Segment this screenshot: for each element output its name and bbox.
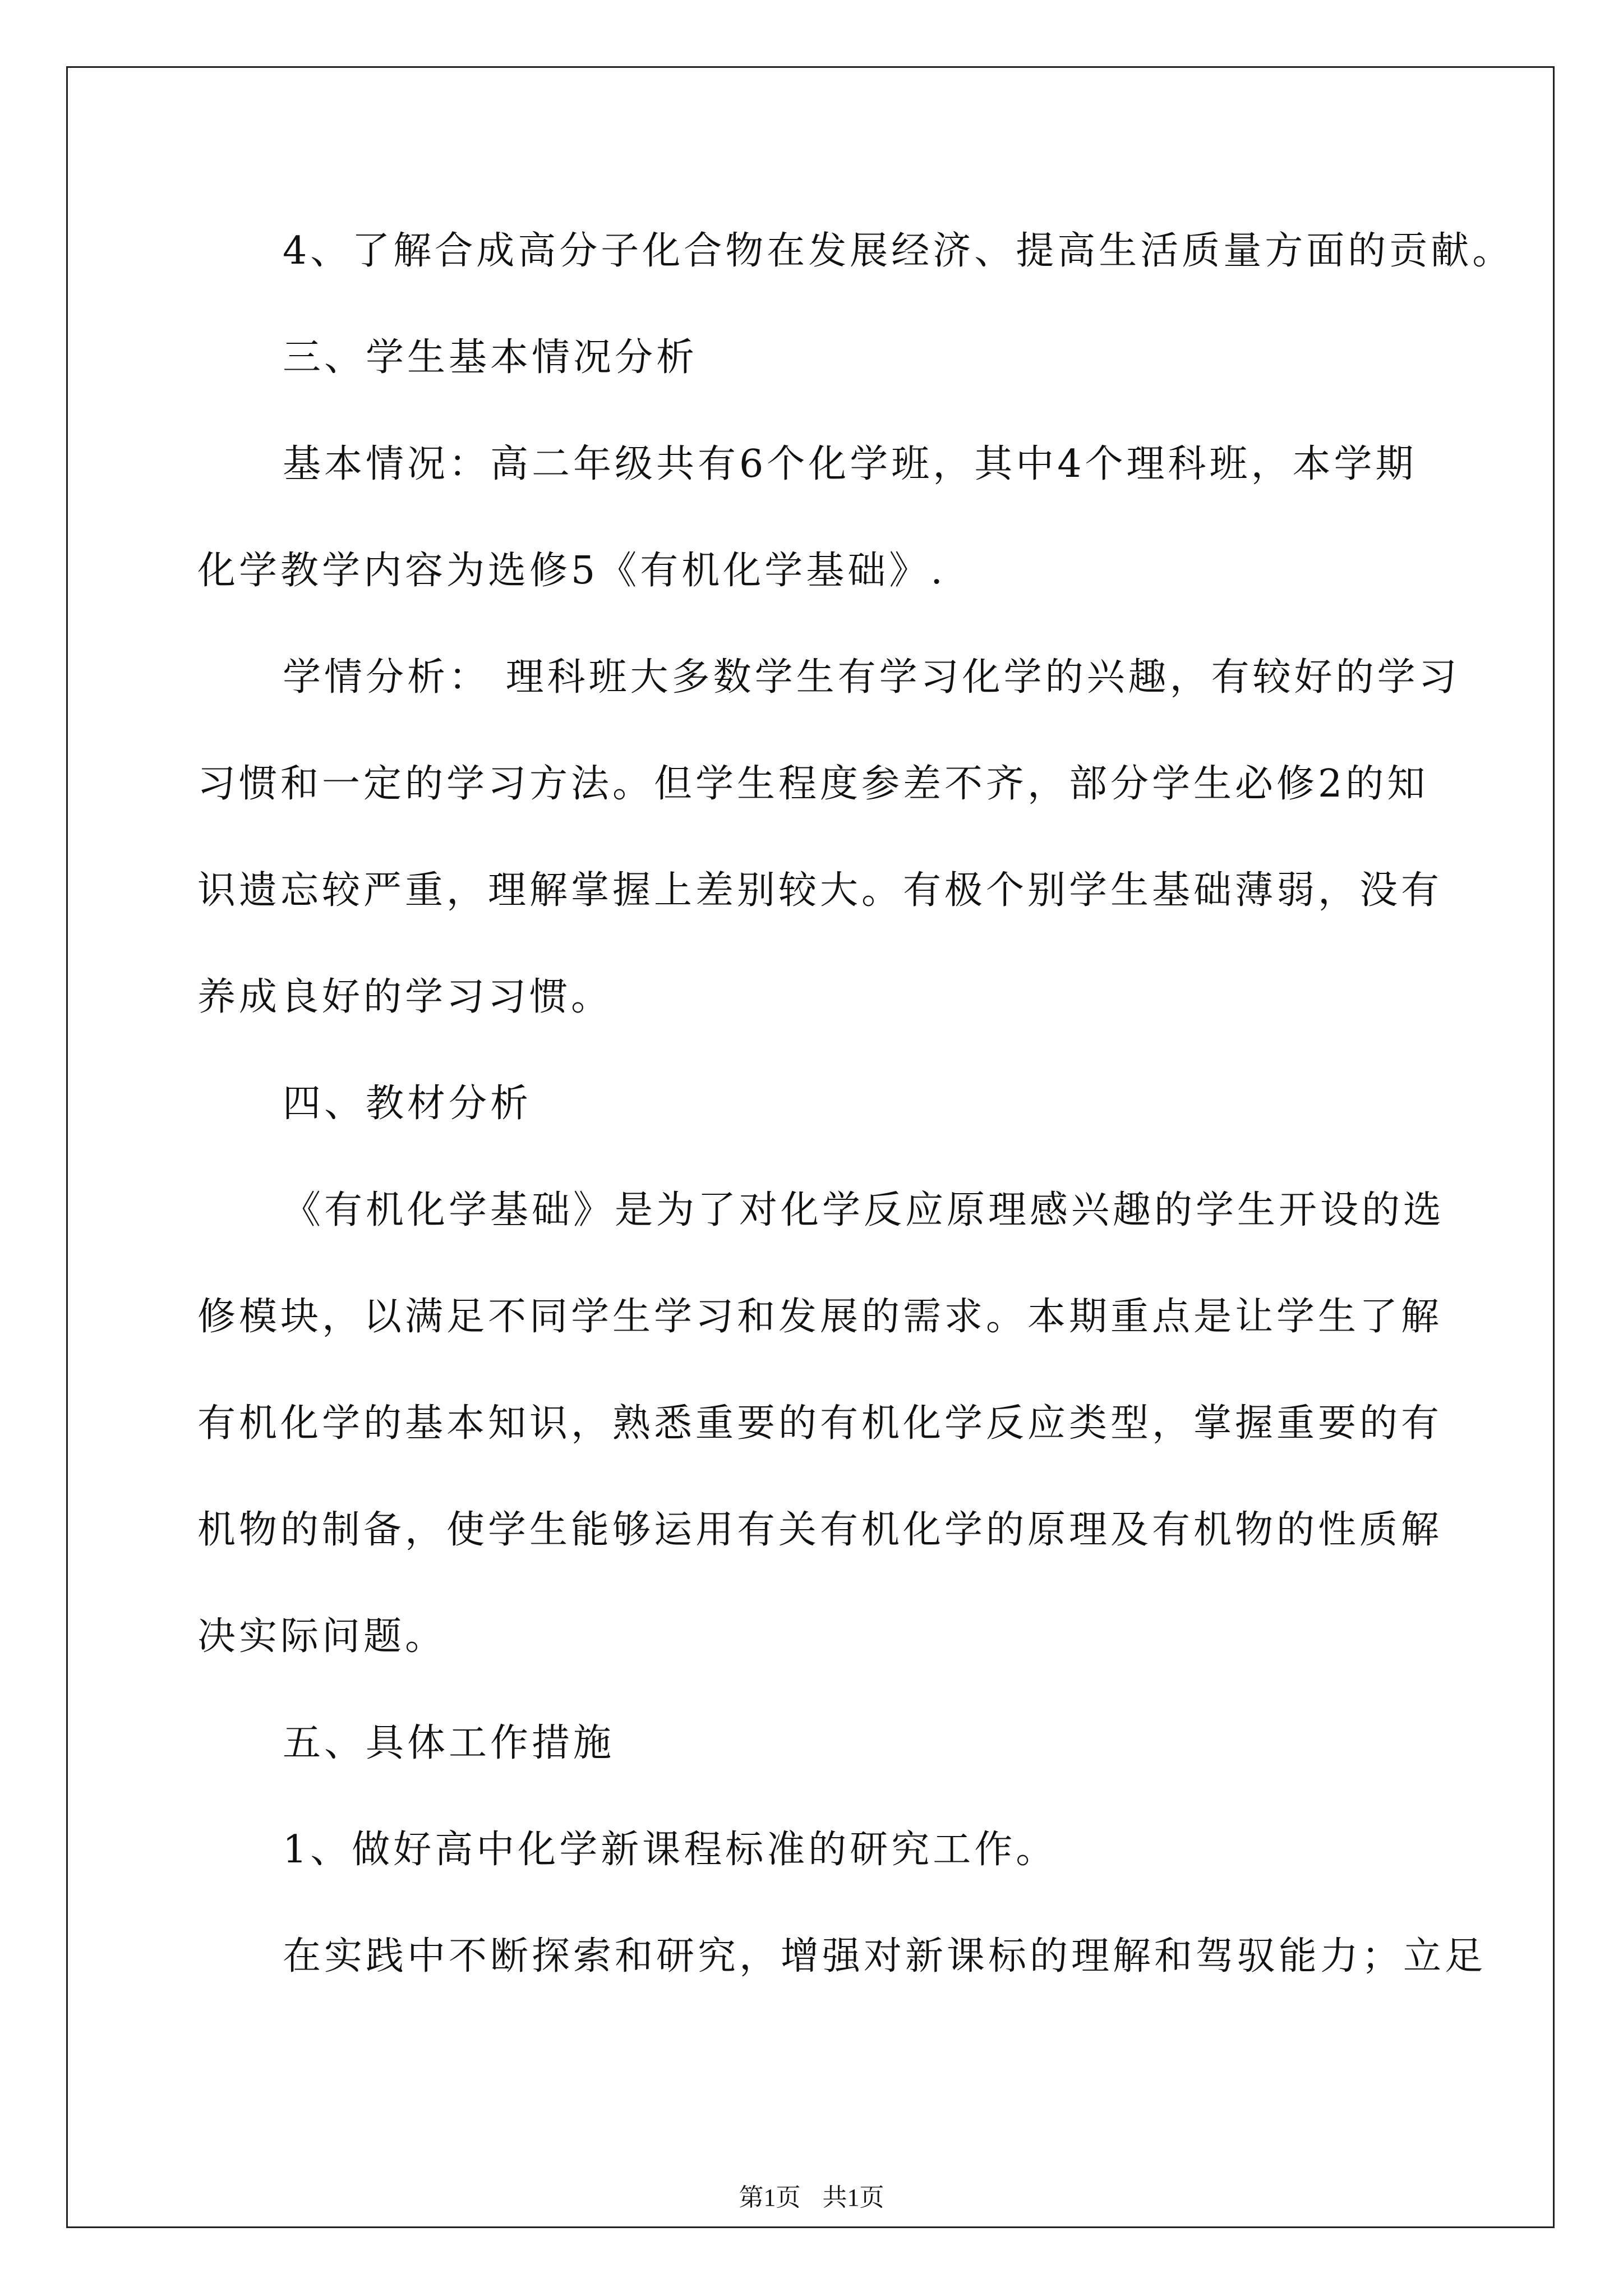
learning-analysis-line-1: 学情分析： 理科班大多数学生有学习化学的兴趣，有较好的学习 bbox=[283, 655, 1460, 700]
page-total: 共1页 bbox=[822, 2184, 884, 2211]
page-number: 第1页 bbox=[739, 2184, 801, 2211]
learning-analysis-line-3: 识遗忘较严重，理解掌握上差别较大。有极个别学生基础薄弱，没有 bbox=[197, 868, 1443, 913]
section-5-heading: 五、具体工作措施 bbox=[283, 1721, 615, 1765]
section-4-heading: 四、教材分析 bbox=[283, 1082, 532, 1126]
page-border bbox=[66, 66, 1555, 2228]
basic-situation-line-1: 基本情况：高二年级共有6个化学班，其中4个理科班，本学期 bbox=[283, 442, 1417, 486]
learning-analysis-line-2: 习惯和一定的学习方法。但学生程度参差不齐，部分学生必修2的知 bbox=[197, 762, 1429, 806]
textbook-analysis-line-2: 修模块，以满足不同学生学习和发展的需求。本期重点是让学生了解 bbox=[197, 1295, 1443, 1339]
goal-4-line-1: 4、了解合成高分子化合物在发展经济、提高生活质量方面的贡献。 bbox=[283, 229, 1514, 273]
textbook-analysis-line-4: 机物的制备，使学生能够运用有关有机化学的原理及有机物的性质解 bbox=[197, 1508, 1443, 1552]
learning-analysis-line-4: 养成良好的学习习惯。 bbox=[197, 975, 613, 1019]
section-3-heading: 三、学生基本情况分析 bbox=[283, 335, 698, 380]
textbook-analysis-line-5: 决实际问题。 bbox=[197, 1614, 447, 1659]
textbook-analysis-line-3: 有机化学的基本知识，熟悉重要的有机化学反应类型，掌握重要的有 bbox=[197, 1401, 1443, 1446]
page-footer bbox=[0, 2182, 1623, 2214]
textbook-analysis-line-1: 《有机化学基础》是为了对化学反应原理感兴趣的学生开设的选 bbox=[283, 1188, 1445, 1232]
basic-situation-line-2: 化学教学内容为选修5《有机化学基础》. bbox=[197, 549, 946, 593]
measure-1-line-1: 1、做好高中化学新课程标准的研究工作。 bbox=[283, 1828, 1058, 1872]
measure-1-detail-line-1: 在实践中不断探索和研究，增强对新课标的理解和驾驭能力；立足 bbox=[283, 1934, 1487, 1978]
